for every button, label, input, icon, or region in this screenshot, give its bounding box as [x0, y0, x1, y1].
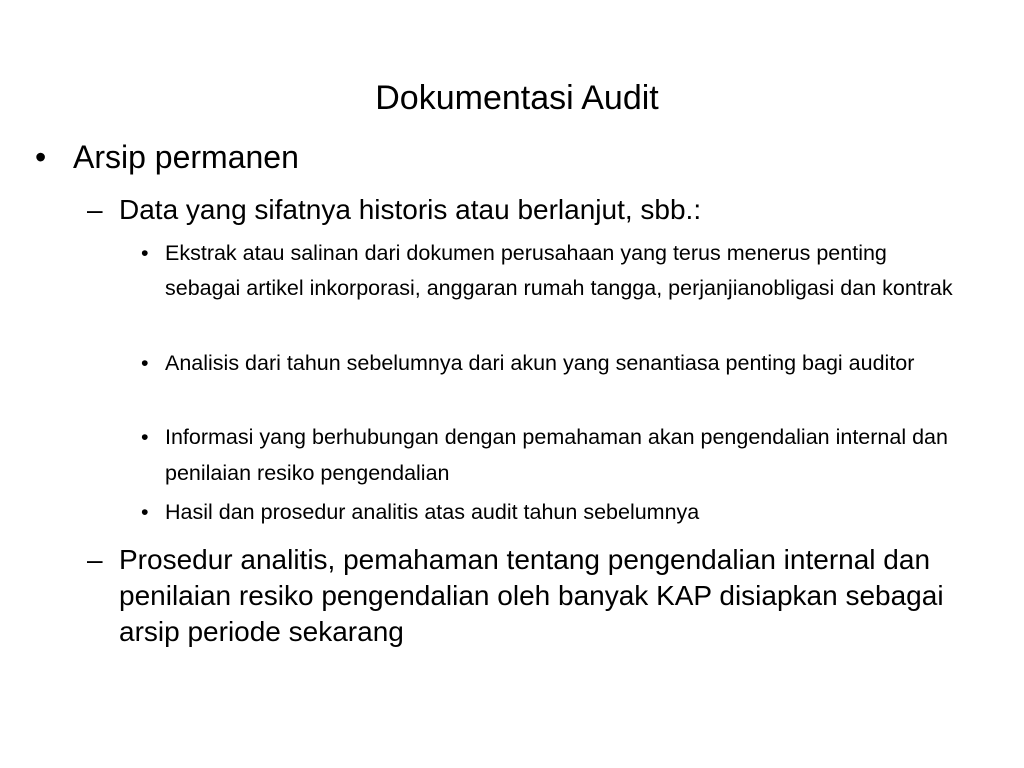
bullet-dot-icon: •	[141, 351, 149, 375]
slide-title: Dokumentasi Audit	[375, 79, 659, 117]
detail-item-ekstrak	[141, 236, 965, 306]
dash-icon: –	[87, 194, 103, 225]
subbullet-prosedur-analitis	[87, 542, 989, 650]
subbullet-data-historis	[87, 192, 989, 228]
subbullet-text: Prosedur analitis, pemahaman tentang pengendalian internal dan penilaian resiko pengendalian oleh banyak KAP disiapkan sebagai arsip periode sekarang	[119, 544, 944, 647]
bullet-dot-icon: •	[35, 139, 47, 175]
bullet-text: Arsip permanen	[73, 139, 299, 175]
bullet-dot-icon: •	[141, 241, 149, 265]
dash-icon: –	[87, 544, 103, 575]
bullet-dot-icon: •	[141, 425, 149, 449]
detail-item-analisis	[141, 345, 965, 381]
detail-item-hasil	[141, 494, 965, 530]
detail-text: Ekstrak atau salinan dari dokumen perusahaan yang terus menerus penting sebagai artikel inkorporasi, anggaran rumah tangga, perjanjianobligasi dan kontrak	[165, 241, 953, 300]
detail-text: Analisis dari tahun sebelumnya dari akun yang senantiasa penting bagi auditor	[165, 351, 915, 375]
subbullet-text: Data yang sifatnya historis atau berlanjut, sbb.:	[119, 194, 702, 225]
detail-text: Informasi yang berhubungan dengan pemahaman akan pengendalian internal dan penilaian resiko pengendalian	[165, 425, 948, 485]
bullet-dot-icon: •	[141, 500, 149, 524]
detail-text: Hasil dan prosedur analitis atas audit tahun sebelumnya	[165, 500, 700, 524]
bullet-arsip-permanen	[35, 137, 973, 177]
detail-item-informasi	[141, 419, 965, 491]
